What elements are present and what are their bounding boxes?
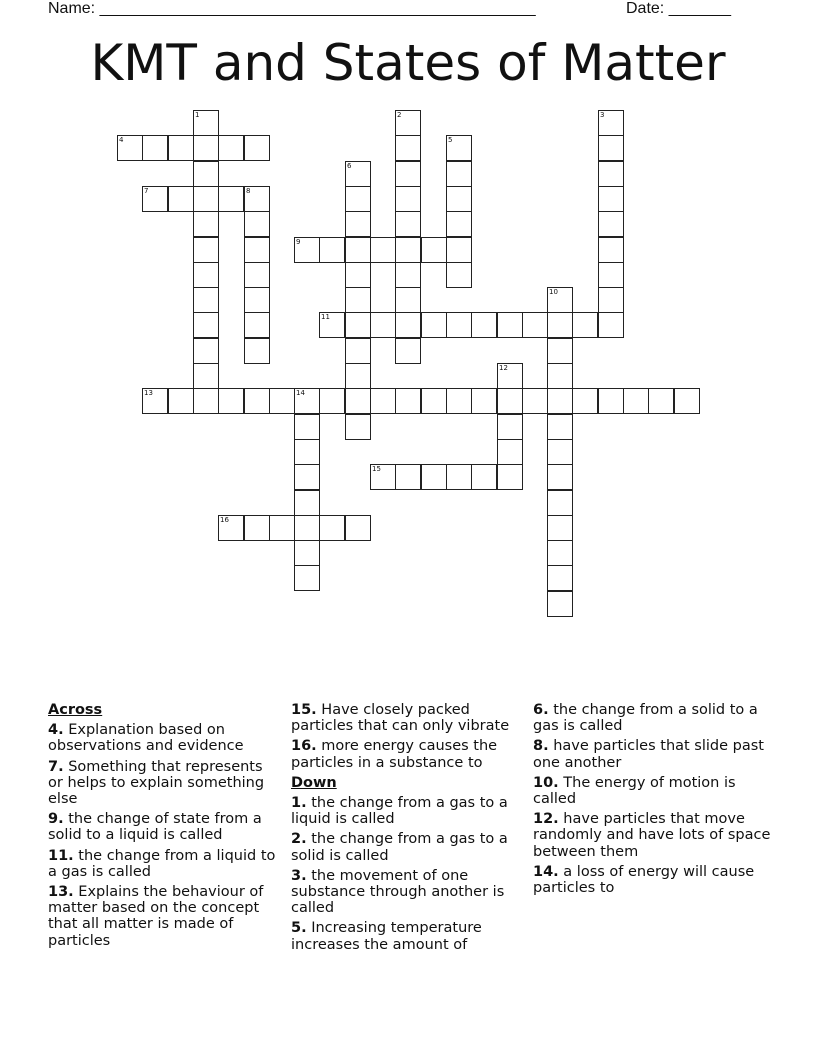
crossword-cell[interactable] [572, 388, 598, 414]
crossword-cell[interactable] [446, 312, 472, 338]
crossword-cell[interactable] [648, 388, 674, 414]
crossword-cell[interactable] [674, 388, 700, 414]
crossword-cell[interactable] [294, 439, 320, 465]
crossword-cell[interactable] [598, 161, 624, 187]
crossword-cell[interactable] [598, 135, 624, 161]
crossword-cell[interactable] [572, 312, 598, 338]
clue-number: 12. [533, 811, 559, 828]
crossword-cell[interactable] [294, 565, 320, 591]
clues-column-3 [533, 702, 773, 900]
crossword-cell[interactable] [446, 161, 472, 187]
crossword-cell[interactable] [370, 237, 396, 263]
crossword-cell[interactable] [395, 186, 421, 212]
crossword-cell[interactable] [193, 287, 219, 313]
crossword-cell[interactable] [244, 262, 270, 288]
crossword-cell[interactable] [395, 312, 421, 338]
across-heading: Across [48, 702, 103, 718]
crossword-cell[interactable] [345, 237, 371, 263]
clue-across-15 [291, 702, 523, 734]
clue-number: 11. [48, 847, 74, 864]
crossword-cell[interactable] [142, 388, 168, 414]
crossword-cell[interactable] [244, 186, 270, 212]
clue-down-14 [533, 864, 773, 896]
cell-number: 14 [296, 389, 305, 397]
cell-number: 12 [499, 364, 508, 372]
crossword-cell[interactable] [193, 388, 219, 414]
cell-number: 1 [195, 111, 200, 119]
crossword-cell[interactable] [168, 186, 194, 212]
crossword-cell[interactable] [370, 388, 396, 414]
clue-text: Explains the behaviour of matter based on the concept that all matter is made of particles [48, 884, 264, 949]
clue-number: 15. [291, 702, 317, 718]
crossword-cell[interactable] [319, 388, 345, 414]
crossword-cell[interactable] [244, 135, 270, 161]
crossword-cell[interactable] [598, 312, 624, 338]
cell-number: 9 [296, 238, 301, 246]
crossword-cell[interactable] [319, 515, 345, 541]
down-heading: Down [291, 774, 337, 791]
cell-number: 10 [549, 288, 558, 296]
crossword-cell[interactable] [142, 135, 168, 161]
clue-across-9 [48, 811, 278, 843]
crossword-cell[interactable] [193, 135, 219, 161]
cell-number: 2 [397, 111, 402, 119]
clue-number: 8. [533, 738, 549, 755]
crossword-cell[interactable] [547, 464, 573, 490]
crossword-cell[interactable] [218, 186, 244, 212]
crossword-cell[interactable] [497, 414, 523, 440]
clues-column-2 [291, 702, 523, 957]
clue-number: 1. [291, 795, 307, 812]
crossword-cell[interactable] [497, 439, 523, 465]
crossword-cell[interactable] [421, 237, 447, 263]
clue-text: the change from a solid to a gas is called [533, 702, 758, 735]
crossword-cell[interactable] [395, 338, 421, 364]
crossword-cell[interactable] [345, 186, 371, 212]
clue-number: 10. [533, 774, 559, 791]
crossword-cell[interactable] [446, 211, 472, 237]
crossword-cell[interactable] [244, 211, 270, 237]
crossword-cell[interactable] [345, 161, 371, 187]
crossword-cell[interactable] [598, 211, 624, 237]
crossword-cell[interactable] [244, 338, 270, 364]
crossword-cell[interactable] [193, 363, 219, 389]
crossword-cell[interactable] [547, 414, 573, 440]
crossword-cell[interactable] [547, 338, 573, 364]
clue-number: 7. [48, 758, 64, 775]
clue-down-10 [533, 775, 773, 807]
clue-text: have particles that move randomly and have lots of space between them [533, 811, 771, 860]
crossword-cell[interactable] [421, 312, 447, 338]
crossword-cell[interactable] [446, 388, 472, 414]
cell-number: 11 [321, 313, 330, 321]
crossword-cell[interactable] [345, 338, 371, 364]
crossword-cell[interactable] [446, 464, 472, 490]
crossword-cell[interactable] [218, 515, 244, 541]
clue-text: Explanation based on observations and evidence [48, 722, 244, 755]
crossword-cell[interactable] [319, 312, 345, 338]
clue-text: the change from a gas to a liquid is called [291, 795, 508, 828]
crossword-cell[interactable] [395, 388, 421, 414]
clues-column-1 [48, 702, 278, 953]
cell-number: 15 [372, 465, 381, 473]
clue-number: 5. [291, 920, 307, 937]
cell-number: 6 [347, 162, 352, 170]
clue-text: the change from a liquid to a gas is called [48, 847, 276, 880]
cell-number: 16 [220, 516, 229, 524]
crossword-cell[interactable] [168, 135, 194, 161]
crossword-cell[interactable] [395, 161, 421, 187]
crossword-cell[interactable] [244, 287, 270, 313]
crossword-cell[interactable] [244, 515, 270, 541]
crossword-cell[interactable] [294, 515, 320, 541]
crossword-cell[interactable] [598, 237, 624, 263]
crossword-cell[interactable] [623, 388, 649, 414]
crossword-cell[interactable] [395, 464, 421, 490]
crossword-cell[interactable] [294, 237, 320, 263]
crossword-cell[interactable] [598, 186, 624, 212]
clue-across-4 [48, 722, 278, 754]
clue-number: 13. [48, 884, 74, 901]
crossword-cell[interactable] [345, 262, 371, 288]
crossword-cell[interactable] [547, 591, 573, 617]
clue-down-3 [291, 868, 523, 917]
crossword-cell[interactable] [294, 540, 320, 566]
crossword-cell[interactable] [345, 287, 371, 313]
clue-number: 16. [291, 738, 317, 755]
clue-across-13 [48, 884, 278, 949]
clue-down-6 [533, 702, 773, 734]
clue-across-11 [48, 848, 278, 880]
crossword-cell[interactable] [547, 439, 573, 465]
crossword-cell[interactable] [547, 363, 573, 389]
clue-text: the change from a gas to a solid is called [291, 831, 508, 864]
crossword-cell[interactable] [294, 464, 320, 490]
crossword-cell[interactable] [446, 237, 472, 263]
cell-number: 3 [600, 111, 605, 119]
crossword-cell[interactable] [547, 388, 573, 414]
clue-text: the change of state from a solid to a liquid is called [48, 811, 262, 844]
crossword-cell[interactable] [421, 388, 447, 414]
crossword-cell[interactable] [598, 388, 624, 414]
crossword-cell[interactable] [446, 262, 472, 288]
crossword-cell[interactable] [421, 464, 447, 490]
crossword-cell[interactable] [370, 312, 396, 338]
crossword-cell[interactable] [193, 312, 219, 338]
crossword-cell[interactable] [471, 312, 497, 338]
crossword-cell[interactable] [294, 414, 320, 440]
crossword-cell[interactable] [598, 110, 624, 136]
clue-text: the movement of one substance through another is called [291, 867, 505, 917]
clue-text: Have closely packed particles that can only vibrate [291, 702, 510, 735]
clue-number: 2. [291, 831, 307, 848]
clue-down-1 [291, 795, 523, 827]
crossword-cell[interactable] [547, 565, 573, 591]
crossword-cell[interactable] [193, 211, 219, 237]
crossword-cell[interactable] [446, 135, 472, 161]
crossword-cell[interactable] [345, 515, 371, 541]
clue-text: The energy of motion is called [533, 774, 736, 808]
crossword-cell[interactable] [193, 237, 219, 263]
crossword-cell[interactable] [319, 237, 345, 263]
crossword-cell[interactable] [345, 388, 371, 414]
crossword-cell[interactable] [294, 490, 320, 516]
cell-number: 7 [144, 187, 149, 195]
crossword-cell[interactable] [218, 135, 244, 161]
crossword-cell[interactable] [598, 262, 624, 288]
crossword-cell[interactable] [547, 312, 573, 338]
clue-across-16 [291, 738, 523, 770]
clue-number: 14. [533, 863, 559, 880]
crossword-cell[interactable] [395, 262, 421, 288]
crossword-cell[interactable] [497, 363, 523, 389]
clue-number: 6. [533, 702, 549, 718]
clue-number: 4. [48, 722, 64, 739]
crossword-cell[interactable] [345, 211, 371, 237]
crossword-cell[interactable] [370, 464, 396, 490]
clue-down-2 [291, 831, 523, 863]
date-line[interactable]: Date: _______ [626, 0, 731, 17]
crossword-cell[interactable] [168, 388, 194, 414]
clue-text: Increasing temperature increases the amount of [291, 920, 482, 953]
crossword-cell[interactable] [244, 312, 270, 338]
clue-down-5 [291, 920, 523, 952]
clue-number: 3. [291, 867, 307, 884]
page-title: KMT and States of Matter [90, 34, 726, 92]
crossword-cell[interactable] [244, 388, 270, 414]
crossword-cell[interactable] [497, 312, 523, 338]
clue-down-12 [533, 811, 773, 860]
crossword-cell[interactable] [345, 363, 371, 389]
crossword-cell[interactable] [193, 110, 219, 136]
clue-number: 9. [48, 811, 64, 828]
crossword-cell[interactable] [345, 312, 371, 338]
crossword-cell[interactable] [294, 388, 320, 414]
crossword-cell[interactable] [345, 414, 371, 440]
crossword-cell[interactable] [395, 135, 421, 161]
crossword-cell[interactable] [244, 237, 270, 263]
crossword-cell[interactable] [547, 515, 573, 541]
clue-across-7 [48, 759, 278, 808]
crossword-cell[interactable] [193, 186, 219, 212]
crossword-cell[interactable] [218, 388, 244, 414]
cell-number: 5 [448, 136, 453, 144]
crossword-cell[interactable] [522, 388, 548, 414]
crossword-cell[interactable] [193, 338, 219, 364]
crossword-cell[interactable] [269, 388, 295, 414]
crossword-cell[interactable] [497, 464, 523, 490]
crossword-cell[interactable] [269, 515, 295, 541]
crossword-cell[interactable] [193, 262, 219, 288]
crossword-cell[interactable] [497, 388, 523, 414]
clue-text: have particles that slide past one another [533, 738, 764, 771]
crossword-cell[interactable] [117, 135, 143, 161]
crossword-cell[interactable] [522, 312, 548, 338]
crossword-cell[interactable] [395, 211, 421, 237]
crossword-cell[interactable] [471, 388, 497, 414]
clue-text: more energy causes the particles in a substance to [291, 738, 498, 771]
crossword-cell[interactable] [547, 490, 573, 516]
crossword-cell[interactable] [193, 161, 219, 187]
crossword-cell[interactable] [598, 287, 624, 313]
clue-text: Something that represents or helps to explain something else [48, 758, 265, 808]
cell-number: 8 [246, 187, 251, 195]
crossword-cell[interactable] [547, 287, 573, 313]
crossword-cell[interactable] [547, 540, 573, 566]
cell-number: 13 [144, 389, 153, 397]
crossword-cell[interactable] [446, 186, 472, 212]
crossword-cell[interactable] [471, 464, 497, 490]
clue-text: a loss of energy will cause particles to [533, 863, 755, 897]
name-line[interactable]: Name: _________________________________________________ [48, 0, 536, 17]
crossword-cell[interactable] [395, 287, 421, 313]
crossword-cell[interactable] [395, 237, 421, 263]
clue-down-8 [533, 738, 773, 770]
crossword-cell[interactable] [395, 110, 421, 136]
crossword-cell[interactable] [142, 186, 168, 212]
cell-number: 4 [119, 136, 124, 144]
